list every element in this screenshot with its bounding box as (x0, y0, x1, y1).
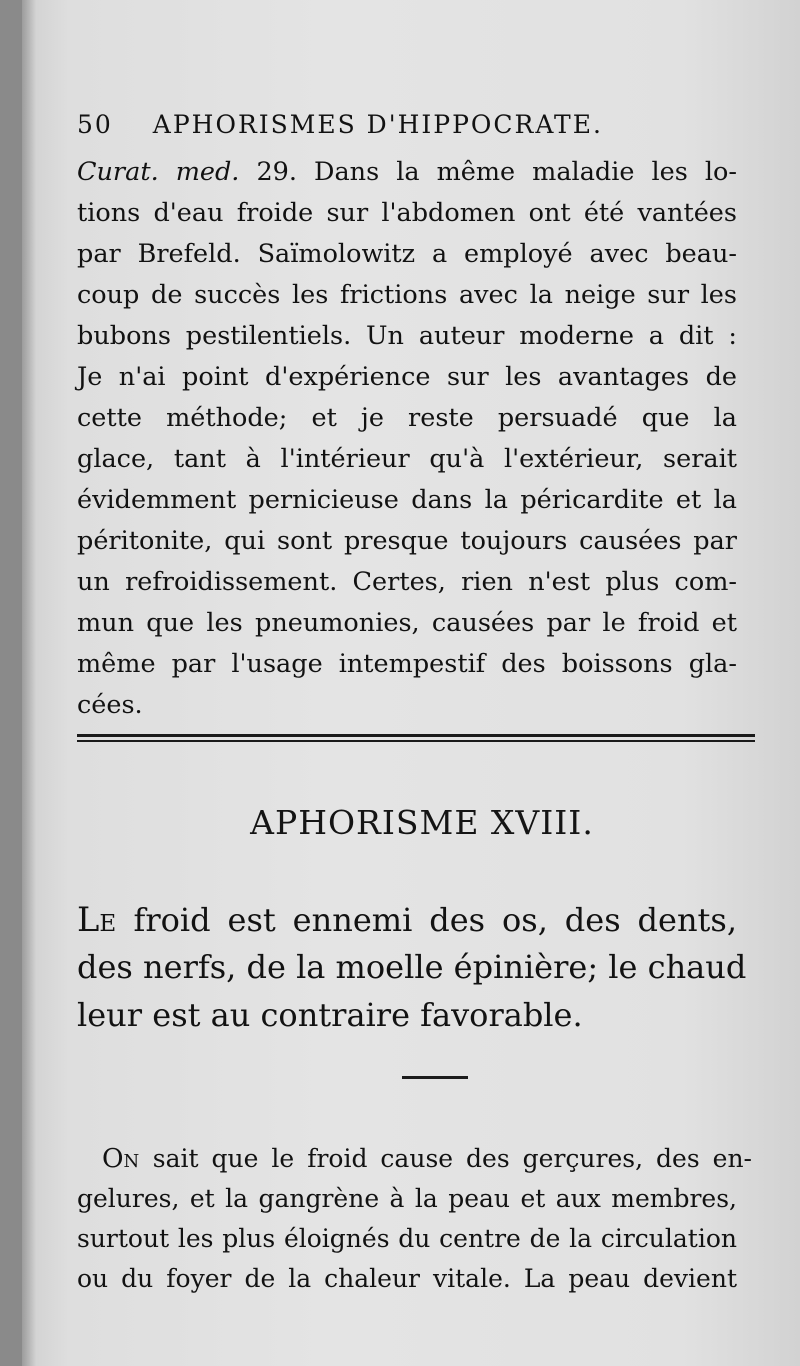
small-divider (402, 1076, 468, 1079)
text-line: par Brefeld. Saïmolowitz a employé avec beau- (77, 239, 737, 269)
book-page (22, 0, 800, 1366)
text-line: des nerfs, de la moelle épinière; le chaud (77, 948, 747, 986)
text-line: glace, tant à l'intérieur qu'à l'extérieur, serait (77, 444, 737, 474)
text-line: leur est au contraire favorable. (77, 996, 583, 1034)
text-line: péritonite, qui sont presque toujours causées par (77, 526, 737, 556)
section-rule-thin (77, 740, 755, 742)
running-head (77, 112, 757, 137)
text-line: évidemment pernicieuse dans la péricardite et la (77, 485, 737, 515)
text-line: coup de succès les frictions avec la neige sur les (77, 280, 737, 310)
text-line: cette méthode; et je reste persuadé que la (77, 403, 737, 433)
text-line: même par l'usage intempestif des boissons gla- (77, 649, 737, 679)
drop-initial: O (102, 1144, 124, 1174)
text-line: bubons pestilentiels. Un auteur moderne a dit : (77, 321, 737, 351)
text-line: ou du foyer de la chaleur vitale. La peau devient (77, 1264, 737, 1293)
drop-initial: L (77, 900, 100, 939)
text-line: LE froid est ennemi des os, des dents, (77, 900, 737, 939)
page-number: 50 (77, 110, 113, 139)
text-line: ON sait que le froid cause des gerçures, des en- (102, 1144, 752, 1174)
section-rule (77, 734, 755, 737)
text-line: un refroidissement. Certes, rien n'est plus com- (77, 567, 737, 597)
curat-label: Curat. med. (77, 157, 240, 187)
text-line: cées. (77, 690, 143, 720)
text-line: Curat. med. 29. Dans la même maladie les lo- (77, 157, 737, 187)
text-line: mun que les pneumonies, causées par le froid et (77, 608, 737, 638)
running-title: APHORISMES D'HIPPOCRATE. (152, 110, 603, 139)
text-line: surtout les plus éloignés du centre de la circulation (77, 1224, 737, 1253)
text-line: gelures, et la gangrène à la peau et aux membres, (77, 1184, 737, 1213)
text-line: Je n'ai point d'expérience sur les avantages de (77, 362, 737, 392)
aphorism-title: APHORISME XVIII. (250, 803, 594, 842)
text-line: tions d'eau froide sur l'abdomen ont été vantées (77, 198, 737, 228)
